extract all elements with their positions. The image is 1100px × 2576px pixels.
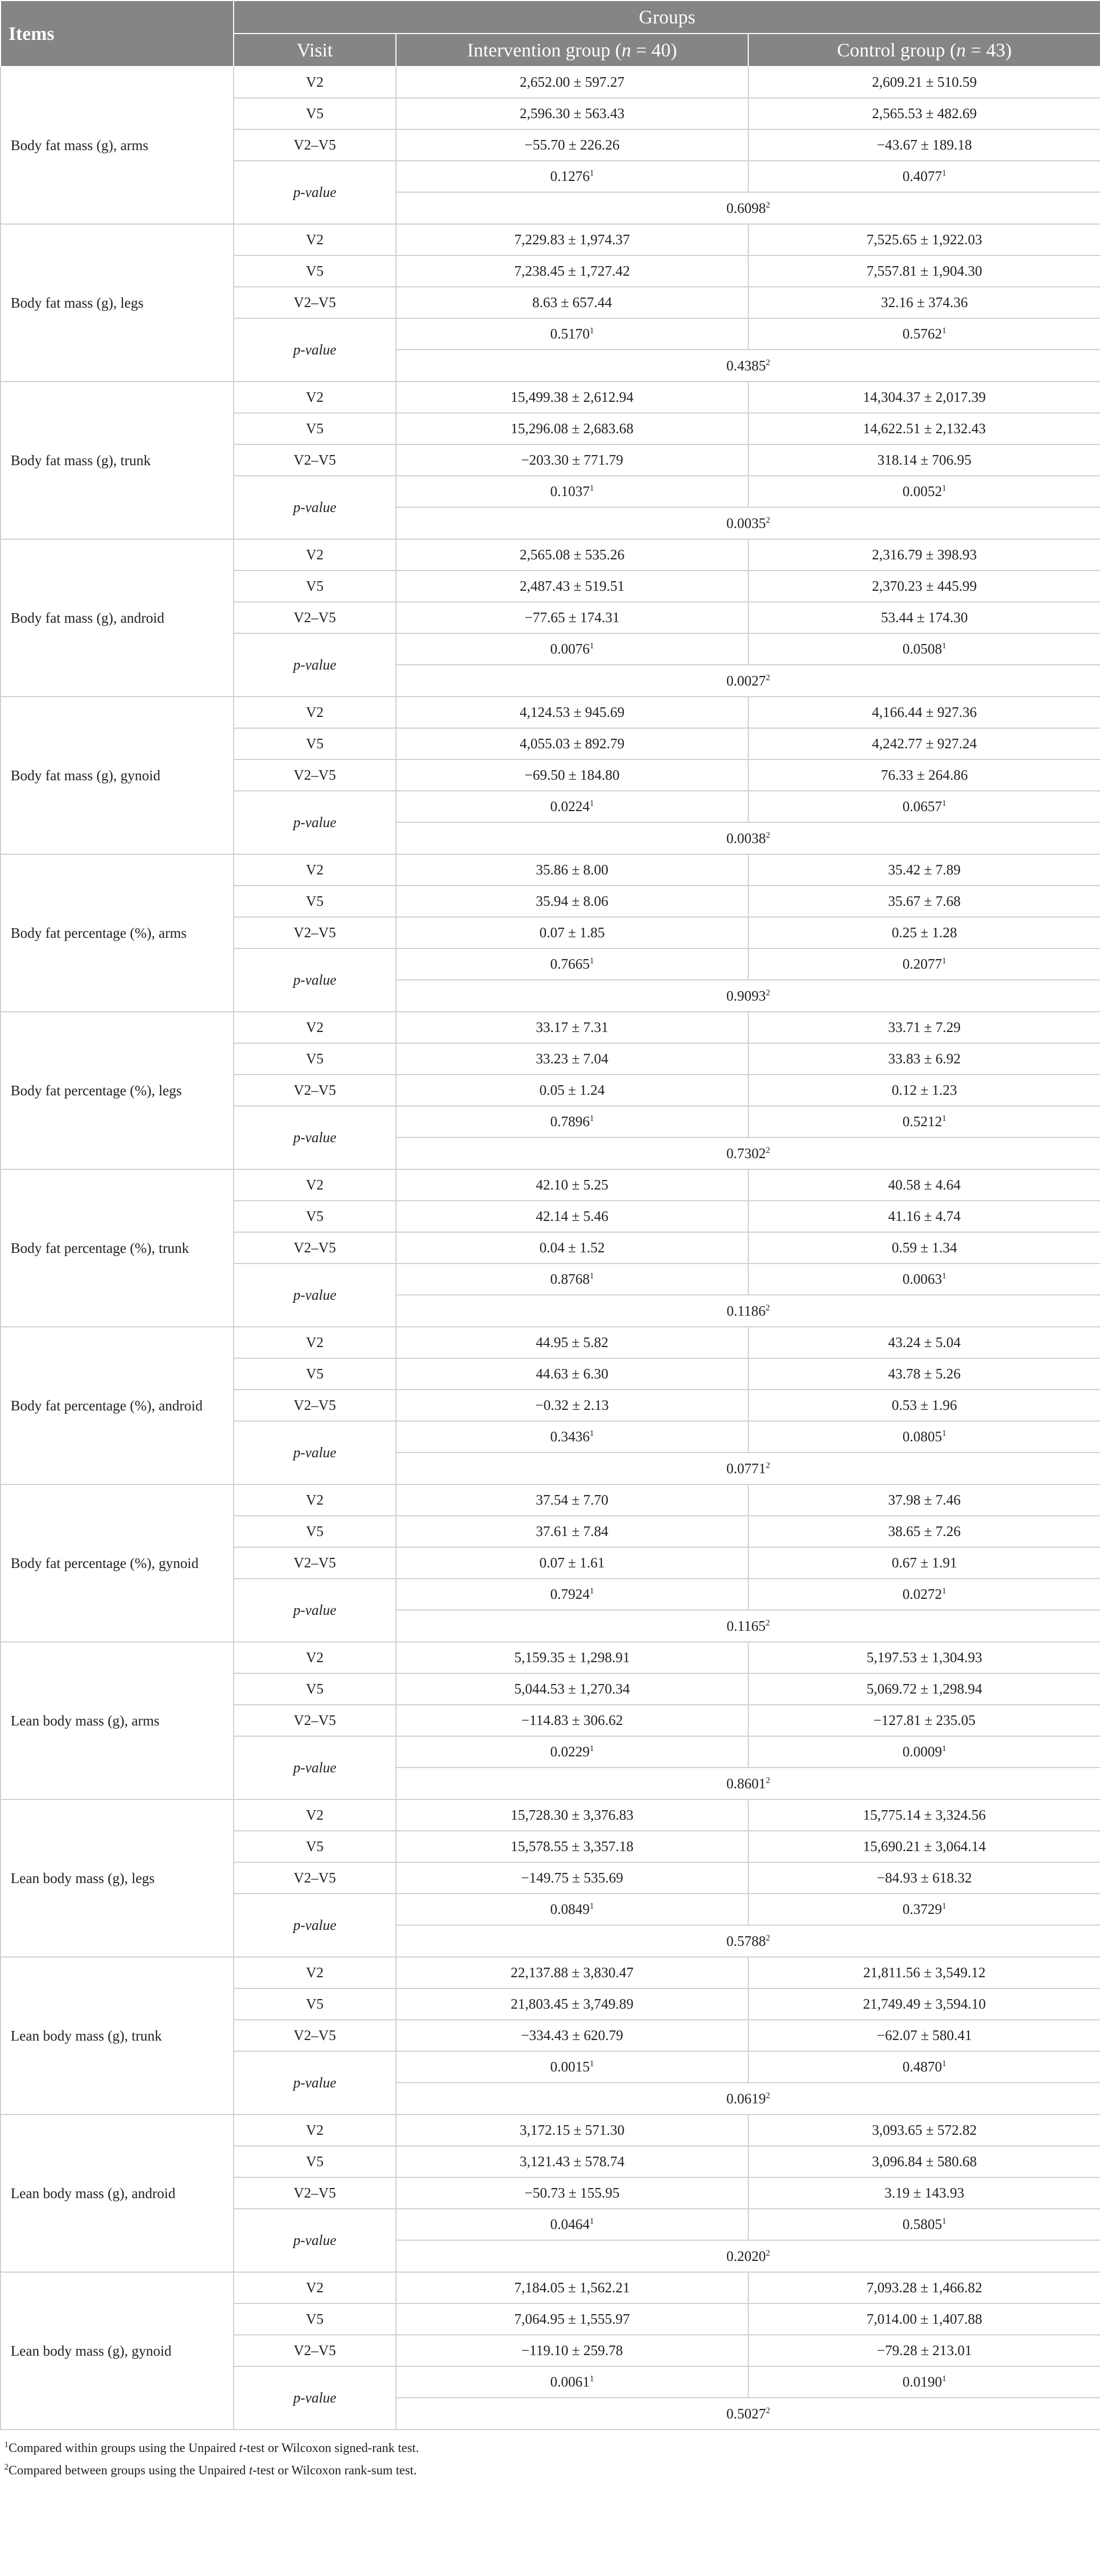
item-label: Body fat mass (g), gynoid [1,697,234,854]
intervention-value: 22,137.88 ± 3,830.47 [396,1957,748,1988]
control-value: 2,316.79 ± 398.93 [748,539,1100,571]
visit-cell: V2 [234,1012,396,1043]
pvalue-between: 0.0619$^2$ [396,2083,1100,2115]
intervention-value: 44.63 ± 6.30 [396,1358,748,1390]
visit-cell: V2 [234,382,396,413]
footnote-1: $^1$Compared within groups using the Unpaired t-test or Wilcoxon signed-rank test. [4,2440,419,2455]
visit-cell: V2–V5 [234,2177,396,2209]
control-value: 0.53 ± 1.96 [748,1390,1100,1421]
visit-cell: V2 [234,1642,396,1673]
intervention-value: −203.30 ± 771.79 [396,444,748,476]
control-value: 5,197.53 ± 1,304.93 [748,1642,1100,1673]
intervention-value: 35.86 ± 8.00 [396,854,748,886]
pvalue-label: p-value [234,1421,396,1484]
pvalue-label: p-value [234,2051,396,2115]
visit-cell: V2–V5 [234,1390,396,1421]
control-value: 43.78 ± 5.26 [748,1358,1100,1390]
control-value: 14,304.37 ± 2,017.39 [748,382,1100,413]
pvalue-control: 0.0063$^1$ [748,1264,1100,1295]
control-value: 4,242.77 ± 927.24 [748,728,1100,759]
intervention-value: 7,229.83 ± 1,974.37 [396,224,748,255]
intervention-value: 2,565.08 ± 535.26 [396,539,748,571]
visit-cell: V2 [234,1169,396,1201]
pvalue-label: p-value [234,2209,396,2272]
control-value: 2,565.53 ± 482.69 [748,98,1100,129]
intervention-value: 2,652.00 ± 597.27 [396,67,748,98]
intervention-value: −119.10 ± 259.78 [396,2335,748,2366]
pvalue-between: 0.4385$^2$ [396,350,1100,382]
pvalue-label: p-value [234,2366,396,2430]
intervention-value: −0.32 ± 2.13 [396,1390,748,1421]
pvalue-control: 0.0272$^1$ [748,1579,1100,1610]
item-label: Body fat percentage (%), android [1,1327,234,1484]
pvalue-control: 0.5212$^1$ [748,1106,1100,1137]
control-value: 2,609.21 ± 510.59 [748,67,1100,98]
item-label: Body fat percentage (%), legs [1,1012,234,1169]
intervention-value: 0.04 ± 1.52 [396,1232,748,1264]
intervention-value: 21,803.45 ± 3,749.89 [396,1988,748,2020]
pvalue-control: 0.2077$^1$ [748,948,1100,980]
pvalue-intervention: 0.0076$^1$ [396,633,748,665]
intervention-value: 4,124.53 ± 945.69 [396,697,748,728]
visit-cell: V2 [234,697,396,728]
pvalue-between: 0.0027$^2$ [396,665,1100,697]
pvalue-between: 0.6098$^2$ [396,192,1100,224]
control-value: −127.81 ± 235.05 [748,1705,1100,1736]
pvalue-label: p-value [234,1264,396,1327]
intervention-value: −114.83 ± 306.62 [396,1705,748,1736]
pvalue-intervention: 0.1037$^1$ [396,476,748,507]
control-value: 37.98 ± 7.46 [748,1484,1100,1516]
control-value: 7,093.28 ± 1,466.82 [748,2272,1100,2303]
visit-cell: V2 [234,1799,396,1831]
pvalue-between: 0.9093$^2$ [396,980,1100,1012]
pvalue-intervention: 0.0015$^1$ [396,2051,748,2083]
control-value: 21,811.56 ± 3,549.12 [748,1957,1100,1988]
control-value: 33.83 ± 6.92 [748,1043,1100,1075]
intervention-value: 0.07 ± 1.85 [396,917,748,948]
pvalue-between: 0.0038$^2$ [396,822,1100,854]
footnotes [0,2430,1100,2480]
pvalue-intervention: 0.0061$^1$ [396,2366,748,2398]
intervention-value: −55.70 ± 226.26 [396,129,748,161]
intervention-value: 37.54 ± 7.70 [396,1484,748,1516]
pvalue-label: p-value [234,1736,396,1799]
pvalue-intervention: 0.7896$^1$ [396,1106,748,1137]
visit-cell: V5 [234,728,396,759]
intervention-value: 4,055.03 ± 892.79 [396,728,748,759]
header-control: Control group (n = 43) [748,34,1100,67]
intervention-value: 0.07 ± 1.61 [396,1547,748,1579]
header-visit: Visit [234,34,396,67]
visit-cell: V5 [234,886,396,917]
control-value: −79.28 ± 213.01 [748,2335,1100,2366]
item-label: Lean body mass (g), arms [1,1642,234,1799]
intervention-value: 2,487.43 ± 519.51 [396,571,748,602]
intervention-value: 42.14 ± 5.46 [396,1201,748,1232]
item-label: Body fat mass (g), legs [1,224,234,382]
control-value: 33.71 ± 7.29 [748,1012,1100,1043]
intervention-value: 3,121.43 ± 578.74 [396,2146,748,2177]
control-value: 7,525.65 ± 1,922.03 [748,224,1100,255]
table-header [1,1,1100,67]
pvalue-label: p-value [234,161,396,224]
visit-cell: V2–V5 [234,1232,396,1264]
item-label: Lean body mass (g), legs [1,1799,234,1957]
pvalue-control: 0.0190$^1$ [748,2366,1100,2398]
visit-cell: V2–V5 [234,602,396,633]
control-value: 0.12 ± 1.23 [748,1075,1100,1106]
pvalue-intervention: 0.7924$^1$ [396,1579,748,1610]
control-value: 35.42 ± 7.89 [748,854,1100,886]
pvalue-intervention: 0.8768$^1$ [396,1264,748,1295]
control-value: 15,690.21 ± 3,064.14 [748,1831,1100,1862]
control-value: 40.58 ± 4.64 [748,1169,1100,1201]
intervention-value: 33.23 ± 7.04 [396,1043,748,1075]
pvalue-between: 0.2020$^2$ [396,2240,1100,2272]
control-value: 0.59 ± 1.34 [748,1232,1100,1264]
pvalue-between: 0.0035$^2$ [396,507,1100,539]
item-label: Body fat percentage (%), trunk [1,1169,234,1327]
pvalue-between: 0.0771$^2$ [396,1452,1100,1484]
visit-cell: V2–V5 [234,287,396,318]
control-value: −43.67 ± 189.18 [748,129,1100,161]
table-row [1,1327,1100,1358]
pvalue-label: p-value [234,476,396,539]
intervention-value: 2,596.30 ± 563.43 [396,98,748,129]
control-value: −84.93 ± 618.32 [748,1862,1100,1894]
intervention-value: 15,296.08 ± 2,683.68 [396,413,748,444]
control-value: 21,749.49 ± 3,594.10 [748,1988,1100,2020]
item-label: Lean body mass (g), gynoid [1,2272,234,2430]
visit-cell: V5 [234,1516,396,1547]
visit-cell: V2 [234,2272,396,2303]
table-row [1,854,1100,886]
control-value: 35.67 ± 7.68 [748,886,1100,917]
visit-cell: V5 [234,1201,396,1232]
control-value: 5,069.72 ± 1,298.94 [748,1673,1100,1705]
intervention-value: −334.43 ± 620.79 [396,2020,748,2051]
visit-cell: V5 [234,98,396,129]
intervention-value: −50.73 ± 155.95 [396,2177,748,2209]
visit-cell: V5 [234,2146,396,2177]
control-value: 4,166.44 ± 927.36 [748,697,1100,728]
table-row [1,1799,1100,1831]
pvalue-between: 0.5027$^2$ [396,2398,1100,2430]
pvalue-intervention: 0.3436$^1$ [396,1421,748,1452]
intervention-value: 0.05 ± 1.24 [396,1075,748,1106]
control-value: 38.65 ± 7.26 [748,1516,1100,1547]
pvalue-control: 0.0052$^1$ [748,476,1100,507]
pvalue-between: 0.7302$^2$ [396,1137,1100,1169]
table-row [1,1484,1100,1516]
item-label: Body fat mass (g), arms [1,67,234,224]
control-value: 3,096.84 ± 580.68 [748,2146,1100,2177]
table-body [1,67,1100,2430]
pvalue-intervention: 0.7665$^1$ [396,948,748,980]
intervention-value: 7,064.95 ± 1,555.97 [396,2303,748,2335]
control-value: 43.24 ± 5.04 [748,1327,1100,1358]
table-row [1,697,1100,728]
pvalue-control: 0.5805$^1$ [748,2209,1100,2240]
pvalue-label: p-value [234,633,396,697]
control-value: 53.44 ± 174.30 [748,602,1100,633]
pvalue-between: 0.1165$^2$ [396,1610,1100,1642]
control-value: 7,557.81 ± 1,904.30 [748,255,1100,287]
visit-cell: V2–V5 [234,129,396,161]
visit-cell: V2–V5 [234,444,396,476]
pvalue-control: 0.4077$^1$ [748,161,1100,192]
visit-cell: V2 [234,1957,396,1988]
pvalue-control: 0.0805$^1$ [748,1421,1100,1452]
table-row [1,67,1100,98]
control-value: −62.07 ± 580.41 [748,2020,1100,2051]
pvalue-label: p-value [234,318,396,382]
header-groups: Groups [234,1,1100,34]
pvalue-between: 0.5788$^2$ [396,1925,1100,1957]
intervention-value: 15,499.38 ± 2,612.94 [396,382,748,413]
pvalue-intervention: 0.5170$^1$ [396,318,748,350]
visit-cell: V2 [234,1484,396,1516]
control-value: 0.25 ± 1.28 [748,917,1100,948]
pvalue-label: p-value [234,1894,396,1957]
intervention-value: −69.50 ± 184.80 [396,759,748,791]
visit-cell: V2–V5 [234,2020,396,2051]
item-label: Body fat mass (g), trunk [1,382,234,539]
control-value: 14,622.51 ± 2,132.43 [748,413,1100,444]
intervention-value: −149.75 ± 535.69 [396,1862,748,1894]
pvalue-control: 0.0009$^1$ [748,1736,1100,1768]
visit-cell: V2–V5 [234,1862,396,1894]
control-value: 318.14 ± 706.95 [748,444,1100,476]
control-value: 15,775.14 ± 3,324.56 [748,1799,1100,1831]
visit-cell: V2–V5 [234,759,396,791]
table-row [1,224,1100,255]
visit-cell: V5 [234,2303,396,2335]
pvalue-label: p-value [234,791,396,854]
pvalue-control: 0.5762$^1$ [748,318,1100,350]
item-label: Lean body mass (g), trunk [1,1957,234,2115]
intervention-value: 33.17 ± 7.31 [396,1012,748,1043]
intervention-value: −77.65 ± 174.31 [396,602,748,633]
intervention-value: 37.61 ± 7.84 [396,1516,748,1547]
pvalue-label: p-value [234,1579,396,1642]
item-label: Body fat mass (g), android [1,539,234,697]
item-label: Lean body mass (g), android [1,2115,234,2272]
header-intervention: Intervention group (n = 40) [396,34,748,67]
visit-cell: V2 [234,539,396,571]
control-value: 76.33 ± 264.86 [748,759,1100,791]
visit-cell: V5 [234,413,396,444]
visit-cell: V2–V5 [234,1547,396,1579]
intervention-value: 8.63 ± 657.44 [396,287,748,318]
pvalue-intervention: 0.0849$^1$ [396,1894,748,1925]
pvalue-intervention: 0.0464$^1$ [396,2209,748,2240]
intervention-value: 42.10 ± 5.25 [396,1169,748,1201]
pvalue-control: 0.0508$^1$ [748,633,1100,665]
intervention-value: 35.94 ± 8.06 [396,886,748,917]
intervention-value: 5,159.35 ± 1,298.91 [396,1642,748,1673]
visit-cell: V2 [234,1327,396,1358]
control-value: 41.16 ± 4.74 [748,1201,1100,1232]
table-row [1,2115,1100,2146]
table-row [1,1957,1100,1988]
visit-cell: V2 [234,2115,396,2146]
header-items: Items [1,1,234,67]
table-row [1,382,1100,413]
visit-cell: V5 [234,1043,396,1075]
visit-cell: V2 [234,854,396,886]
control-value: 0.67 ± 1.91 [748,1547,1100,1579]
pvalue-intervention: 0.0229$^1$ [396,1736,748,1768]
pvalue-control: 0.0657$^1$ [748,791,1100,822]
visit-cell: V5 [234,1358,396,1390]
pvalue-intervention: 0.1276$^1$ [396,161,748,192]
pvalue-label: p-value [234,1106,396,1169]
pvalue-control: 0.4870$^1$ [748,2051,1100,2083]
visit-cell: V5 [234,1988,396,2020]
table-row [1,2272,1100,2303]
visit-cell: V2–V5 [234,2335,396,2366]
intervention-value: 7,238.45 ± 1,727.42 [396,255,748,287]
pvalue-between: 0.8601$^2$ [396,1768,1100,1799]
pvalue-label: p-value [234,948,396,1012]
item-label: Body fat percentage (%), arms [1,854,234,1012]
table-row [1,1012,1100,1043]
visit-cell: V5 [234,1673,396,1705]
intervention-value: 5,044.53 ± 1,270.34 [396,1673,748,1705]
visit-cell: V2–V5 [234,1705,396,1736]
intervention-value: 44.95 ± 5.82 [396,1327,748,1358]
control-value: 32.16 ± 374.36 [748,287,1100,318]
control-value: 2,370.23 ± 445.99 [748,571,1100,602]
intervention-value: 15,578.55 ± 3,357.18 [396,1831,748,1862]
footnote-2: $^2$Compared between groups using the Unpaired t-test or Wilcoxon rank-sum test. [4,2463,417,2478]
visit-cell: V2 [234,224,396,255]
visit-cell: V2 [234,67,396,98]
intervention-value: 7,184.05 ± 1,562.21 [396,2272,748,2303]
visit-cell: V5 [234,1831,396,1862]
control-value: 3.19 ± 143.93 [748,2177,1100,2209]
control-value: 7,014.00 ± 1,407.88 [748,2303,1100,2335]
intervention-value: 15,728.30 ± 3,376.83 [396,1799,748,1831]
pvalue-intervention: 0.0224$^1$ [396,791,748,822]
table-row [1,539,1100,571]
visit-cell: V2–V5 [234,1075,396,1106]
table-row [1,1642,1100,1673]
pvalue-between: 0.1186$^2$ [396,1295,1100,1327]
visit-cell: V5 [234,255,396,287]
item-label: Body fat percentage (%), gynoid [1,1484,234,1642]
intervention-value: 3,172.15 ± 571.30 [396,2115,748,2146]
pvalue-control: 0.3729$^1$ [748,1894,1100,1925]
control-value: 3,093.65 ± 572.82 [748,2115,1100,2146]
visit-cell: V2–V5 [234,917,396,948]
visit-cell: V5 [234,571,396,602]
table-row [1,1169,1100,1201]
